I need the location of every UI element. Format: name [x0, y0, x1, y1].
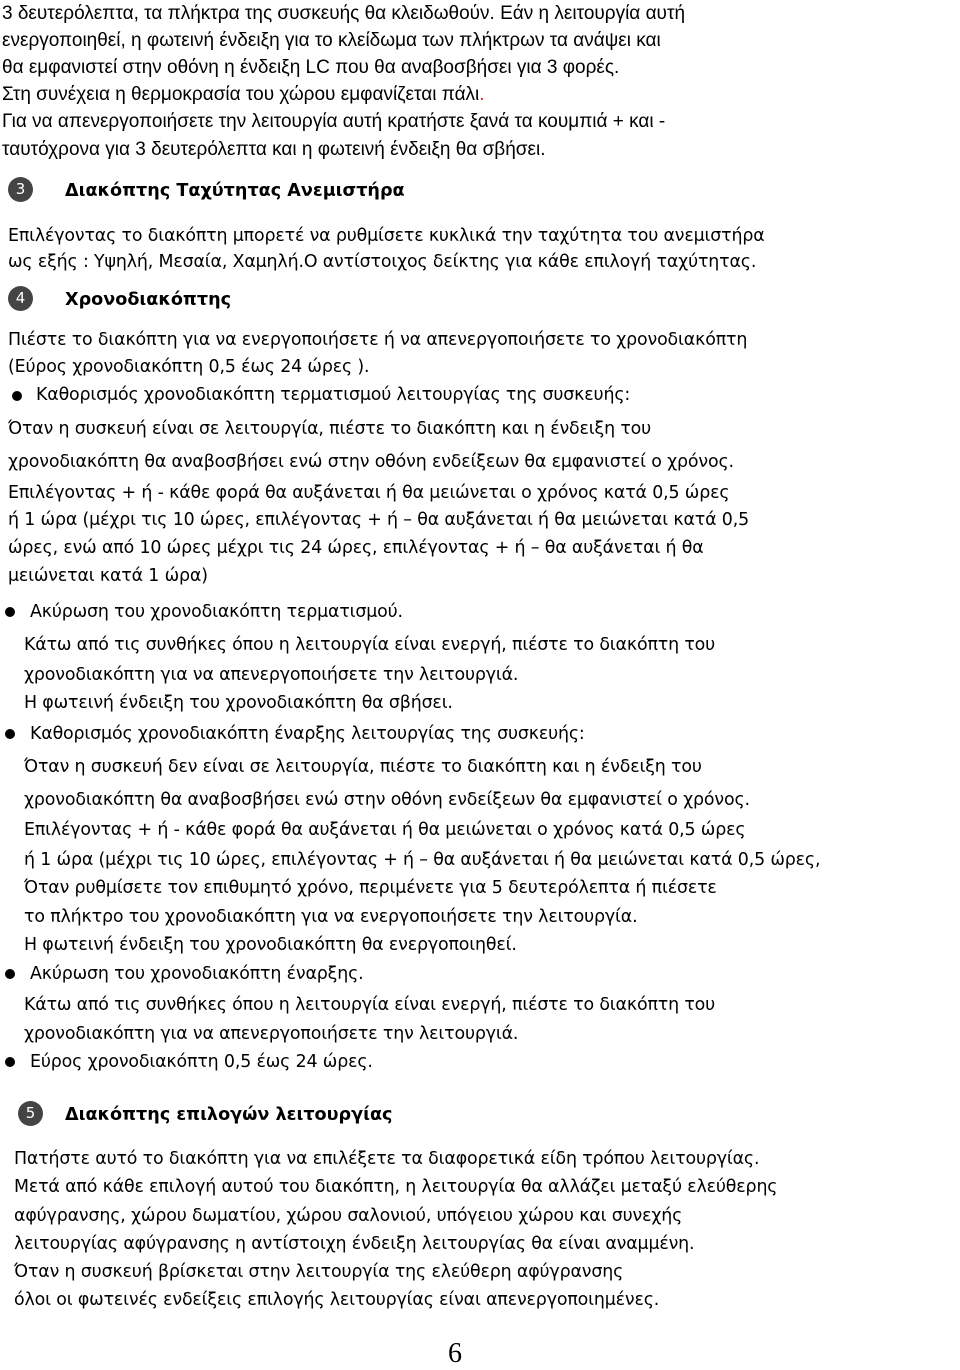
- section-text-line: Όταν ρυθμίσετε τον επιθυμητό χρόνο, περιμένετε για 5 δευτερόλεπτα ή πιέσετε: [24, 878, 717, 898]
- bullet-heading: Ακύρωση του χρονοδιακόπτη έναρξης.: [30, 964, 364, 984]
- section-text-line: Πατήστε αυτό το διακόπτη για να επιλέξετε τα διαφορετικά είδη τρόπου λειτουργίας.: [14, 1149, 760, 1169]
- section-text-line: χρονοδιακόπτη για να απενεργοποιήσετε την λειτουργιά.: [24, 1024, 519, 1044]
- intro-line: [2, 83, 485, 107]
- section-heading: Διακόπτης Ταχύτητας Ανεμιστήρα: [65, 181, 405, 201]
- section-text-line: Όταν η συσκευή είναι σε λειτουργία, πιέστε το διακόπτη και η ένδειξη του: [8, 419, 652, 439]
- intro-line: ενεργοποιηθεί, η φωτεινή ένδειξη για το κλείδωμα των πλήκτρων τα ανάψει και: [2, 30, 661, 51]
- section-heading: Διακόπτης επιλογών λειτουργίας: [65, 1105, 393, 1125]
- intro-line-text: Στη συνέχεια η θερμοκρασία του χώρου εμφανίζεται πάλι: [2, 84, 480, 105]
- section-text-line: Επιλέγοντας το διακόπτη μπορετέ να ρυθμίσετε κυκλικά την ταχύτητα του ανεμιστήρα: [8, 226, 765, 246]
- bullet-icon: [5, 607, 15, 617]
- section-text-line: το πλήκτρο του χρονοδιακόπτη για να ενεργοποιήσετε την λειτουργία.: [24, 907, 638, 927]
- section-text-line: Κάτω από τις συνθήκες όπου η λειτουργία είναι ενεργή, πιέστε το διακόπτη του: [24, 635, 716, 655]
- section-number-badge: 5: [18, 1101, 43, 1126]
- section-heading: Χρονοδιακόπτης: [65, 290, 232, 310]
- section-text-line: χρονοδιακόπτη για να απενεργοποιήσετε την λειτουργιά.: [24, 665, 519, 685]
- red-period: .: [479, 84, 485, 105]
- section-text-line: Επιλέγοντας + ή - κάθε φορά θα αυξάνεται ή θα μειώνεται ο χρόνος κατά 0,5 ώρες: [24, 820, 746, 840]
- bullet-heading: Καθορισμός χρονοδιακόπτη τερματισμού λειτουργίας της συσκευής:: [36, 385, 631, 405]
- section-number-badge: 4: [8, 286, 33, 311]
- bullet-heading: Ακύρωση του χρονοδιακόπτη τερματισμού.: [30, 602, 403, 622]
- bullet-icon: [12, 391, 22, 401]
- page-number: 6: [448, 1338, 462, 1369]
- section-text-line: όλοι οι φωτεινές ενδείξεις επιλογής λειτουργίας είναι απενεργοποιημένες.: [14, 1290, 660, 1310]
- section-text-line: αφύγρανσης, χώρου δωματίου, χώρου σαλονιού, υπόγειου χώρου και συνεχής: [14, 1206, 683, 1226]
- bullet-icon: [5, 729, 15, 739]
- section-text-line: μειώνεται κατά 1 ώρα): [8, 566, 208, 586]
- intro-line: Για να απενεργοποιήσετε την λειτουργία αυτή κρατήστε ξανά τα κουμπιά + και -: [2, 111, 666, 132]
- section-text-line: χρονοδιακόπτη θα αναβοσβήσει ενώ στην οθόνη ενδείξεων θα εμφανιστεί ο χρόνος.: [24, 790, 750, 810]
- intro-line: θα εμφανιστεί στην οθόνη η ένδειξη LC που θα αναβοσβήσει για 3 φορές.: [2, 57, 620, 78]
- section-text-line: ή 1 ώρα (μέχρι τις 10 ώρες, επιλέγοντας + ή – θα αυξάνεται ή θα μειώνεται κατά 0,5 ώρες,: [24, 850, 821, 870]
- section-number-badge: 3: [8, 177, 33, 202]
- section-text-line: Όταν η συσκευή δεν είναι σε λειτουργία, πιέστε το διακόπτη και η ένδειξη του: [24, 757, 702, 777]
- intro-line: ταυτόχρονα για 3 δευτερόλεπτα και η φωτεινή ένδειξη θα σβήσει.: [2, 139, 546, 160]
- section-text-line: ώρες, ενώ από 10 ώρες μέχρι τις 24 ώρες, επιλέγοντας + ή – θα αυξάνεται ή θα: [8, 538, 704, 558]
- section-text-line: ως εξής : Υψηλή, Μεσαία, Χαμηλή.Ο αντίστοιχος δείκτης για κάθε επιλογή ταχύτητας.: [8, 252, 757, 272]
- section-text-line: (Εύρος χρονοδιακόπτη 0,5 έως 24 ώρες ).: [8, 357, 370, 377]
- section-text-line: Πιέστε το διακόπτη για να ενεργοποιήσετε ή να απενεργοποιήσετε το χρονοδιακόπτη: [8, 330, 748, 350]
- section-text-line: Κάτω από τις συνθήκες όπου η λειτουργία είναι ενεργή, πιέστε το διακόπτη του: [24, 995, 716, 1015]
- bullet-icon: [5, 969, 15, 979]
- section-text-line: λειτουργίας αφύγρανσης η αντίστοιχη ένδειξη λειτουργίας θα είναι αναμμένη.: [14, 1234, 695, 1254]
- bullet-icon: [5, 1057, 15, 1067]
- intro-line: 3 δευτερόλεπτα, τα πλήκτρα της συσκευής θα κλειδωθούν. Εάν η λειτουργία αυτή: [2, 3, 686, 24]
- bullet-heading: Εύρος χρονοδιακόπτη 0,5 έως 24 ώρες.: [30, 1052, 373, 1072]
- section-text-line: Μετά από κάθε επιλογή αυτού του διακόπτη, η λειτουργία θα αλλάζει μεταξύ ελεύθερης: [14, 1177, 778, 1197]
- section-text-line: Η φωτεινή ένδειξη του χρονοδιακόπτη θα σβήσει.: [24, 693, 453, 713]
- section-text-line: χρονοδιακόπτη θα αναβοσβήσει ενώ στην οθόνη ενδείξεων θα εμφανιστεί ο χρόνος.: [8, 452, 734, 472]
- section-text-line: Επιλέγοντας + ή - κάθε φορά θα αυξάνεται ή θα μειώνεται ο χρόνος κατά 0,5 ώρες: [8, 483, 730, 503]
- section-text-line: ή 1 ώρα (μέχρι τις 10 ώρες, επιλέγοντας + ή – θα αυξάνεται ή θα μειώνεται κατά 0,5: [8, 510, 749, 530]
- bullet-heading: Καθορισμός χρονοδιακόπτη έναρξης λειτουργίας της συσκευής:: [30, 724, 585, 744]
- section-text-line: Όταν η συσκευή βρίσκεται στην λειτουργία της ελεύθερη αφύγρανσης: [14, 1262, 624, 1282]
- section-text-line: Η φωτεινή ένδειξη του χρονοδιακόπτη θα ενεργοποιηθεί.: [24, 935, 517, 955]
